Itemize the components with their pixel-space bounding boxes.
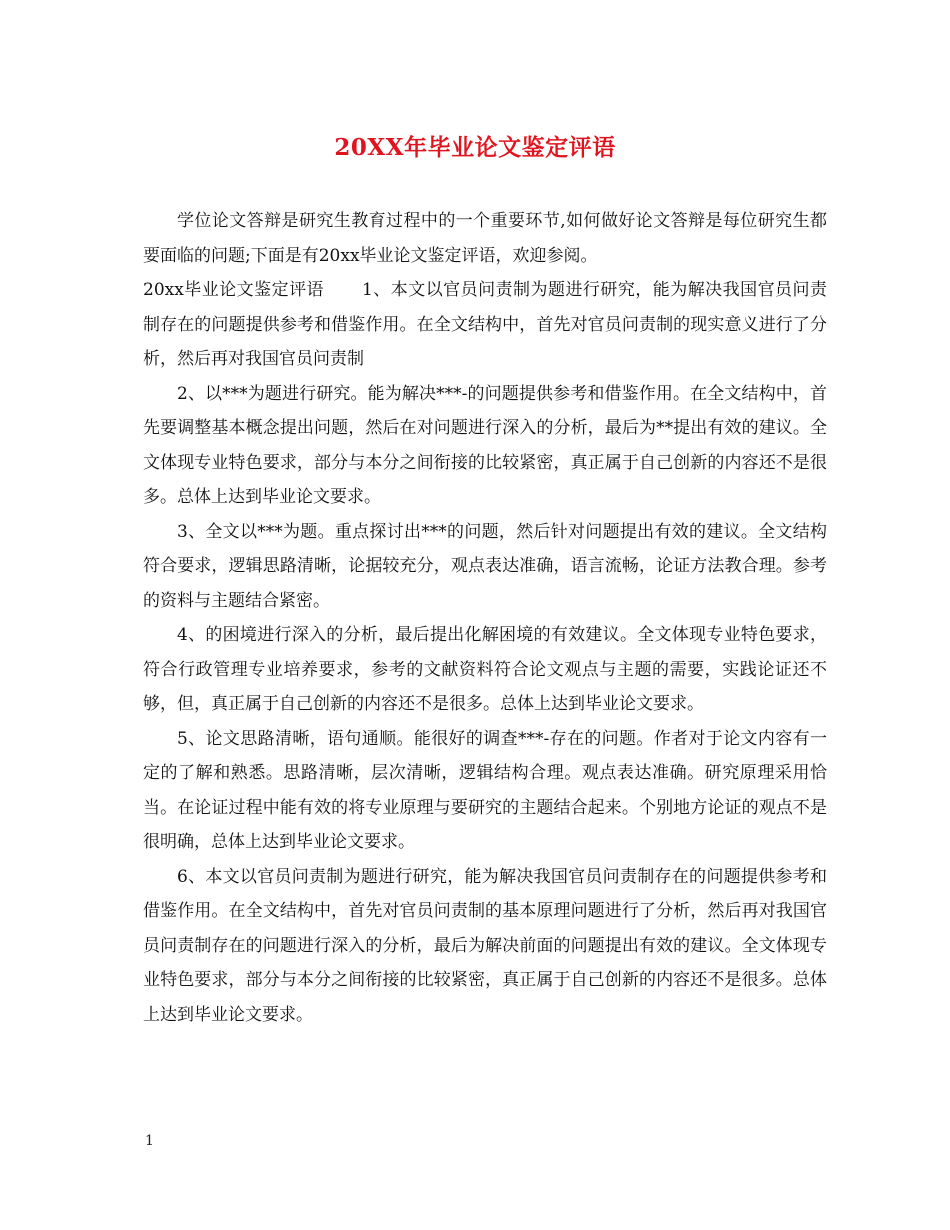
section-paragraph-1 <box>143 273 827 377</box>
paragraph-6: 6、本文以官员问责制为题进行研究，能为解决我国官员问责制存在的问题提供参考和借鉴作用。在全文结构中，首先对官员问责制的基本原理问题进行了分析，然后再对我国官员问责制存在的问题进行深入的分析，最后为解决前面的问题提出有效的建议。全文体现专业特色要求，部分与本分之间衔接的比较紧密，真正属于自己创新的内容还不是很多。总体上达到毕业论文要求。 <box>143 866 827 1025</box>
paragraph-2: 2、以***为题进行研究。能为解决***-的问题提供参考和借鉴作用。在全文结构中，首先要调整基本概念提出问题，然后在对问题进行深入的分析，最后为**提出有效的建议。全文体现专业特色要求，部分与本分之间衔接的比较紧密，真正属于自己创新的内容还不是很多。总体上达到毕业论文要求。 <box>143 383 827 507</box>
section-label: 20xx毕业论文鉴定评语 <box>143 280 325 300</box>
paragraph-5: 5、论文思路清晰，语句通顺。能很好的调查***-存在的问题。作者对于论文内容有一定的了解和熟悉。思路清晰，层次清晰，逻辑结构合理。观点表达准确。研究原理采用恰当。在论证过程中能有效的将专业原理与要研究的主题结合起来。个别地方论证的观点不是很明确，总体上达到毕业论文要求。 <box>143 728 827 852</box>
paragraph-3: 3、全文以***为题。重点探讨出***的问题，然后针对问题提出有效的建议。全文结构符合要求，逻辑思路清晰，论据较充分，观点表达准确，语言流畅，论证方法教合理。参考的资料与主题结合紧密。 <box>143 521 827 611</box>
document-body <box>143 204 827 1032</box>
intro-paragraph: 学位论文答辩是研究生教育过程中的一个重要环节,如何做好论文答辩是每位研究生都要面临的问题;下面是有20xx毕业论文鉴定评语，欢迎参阅。 <box>143 211 827 266</box>
page-number: 1 <box>145 1133 154 1149</box>
paragraph-4: 4、的困境进行深入的分析，最后提出化解困境的有效建议。全文体现专业特色要求，符合行政管理专业培养要求，参考的文献资料符合论文观点与主题的需要，实践论证还不够，但，真正属于自己创新的内容还不是很多。总体上达到毕业论文要求。 <box>143 625 827 714</box>
paragraph-1: 1、本文以官员问责制为题进行研究，能为解决我国官员问责制存在的问题提供参考和借鉴作用。在全文结构中，首先对官员问责制的现实意义进行了分析，然后再对我国官员问责制 <box>143 280 827 369</box>
document-title: 20XX年毕业论文鉴定评语 <box>334 134 616 161</box>
